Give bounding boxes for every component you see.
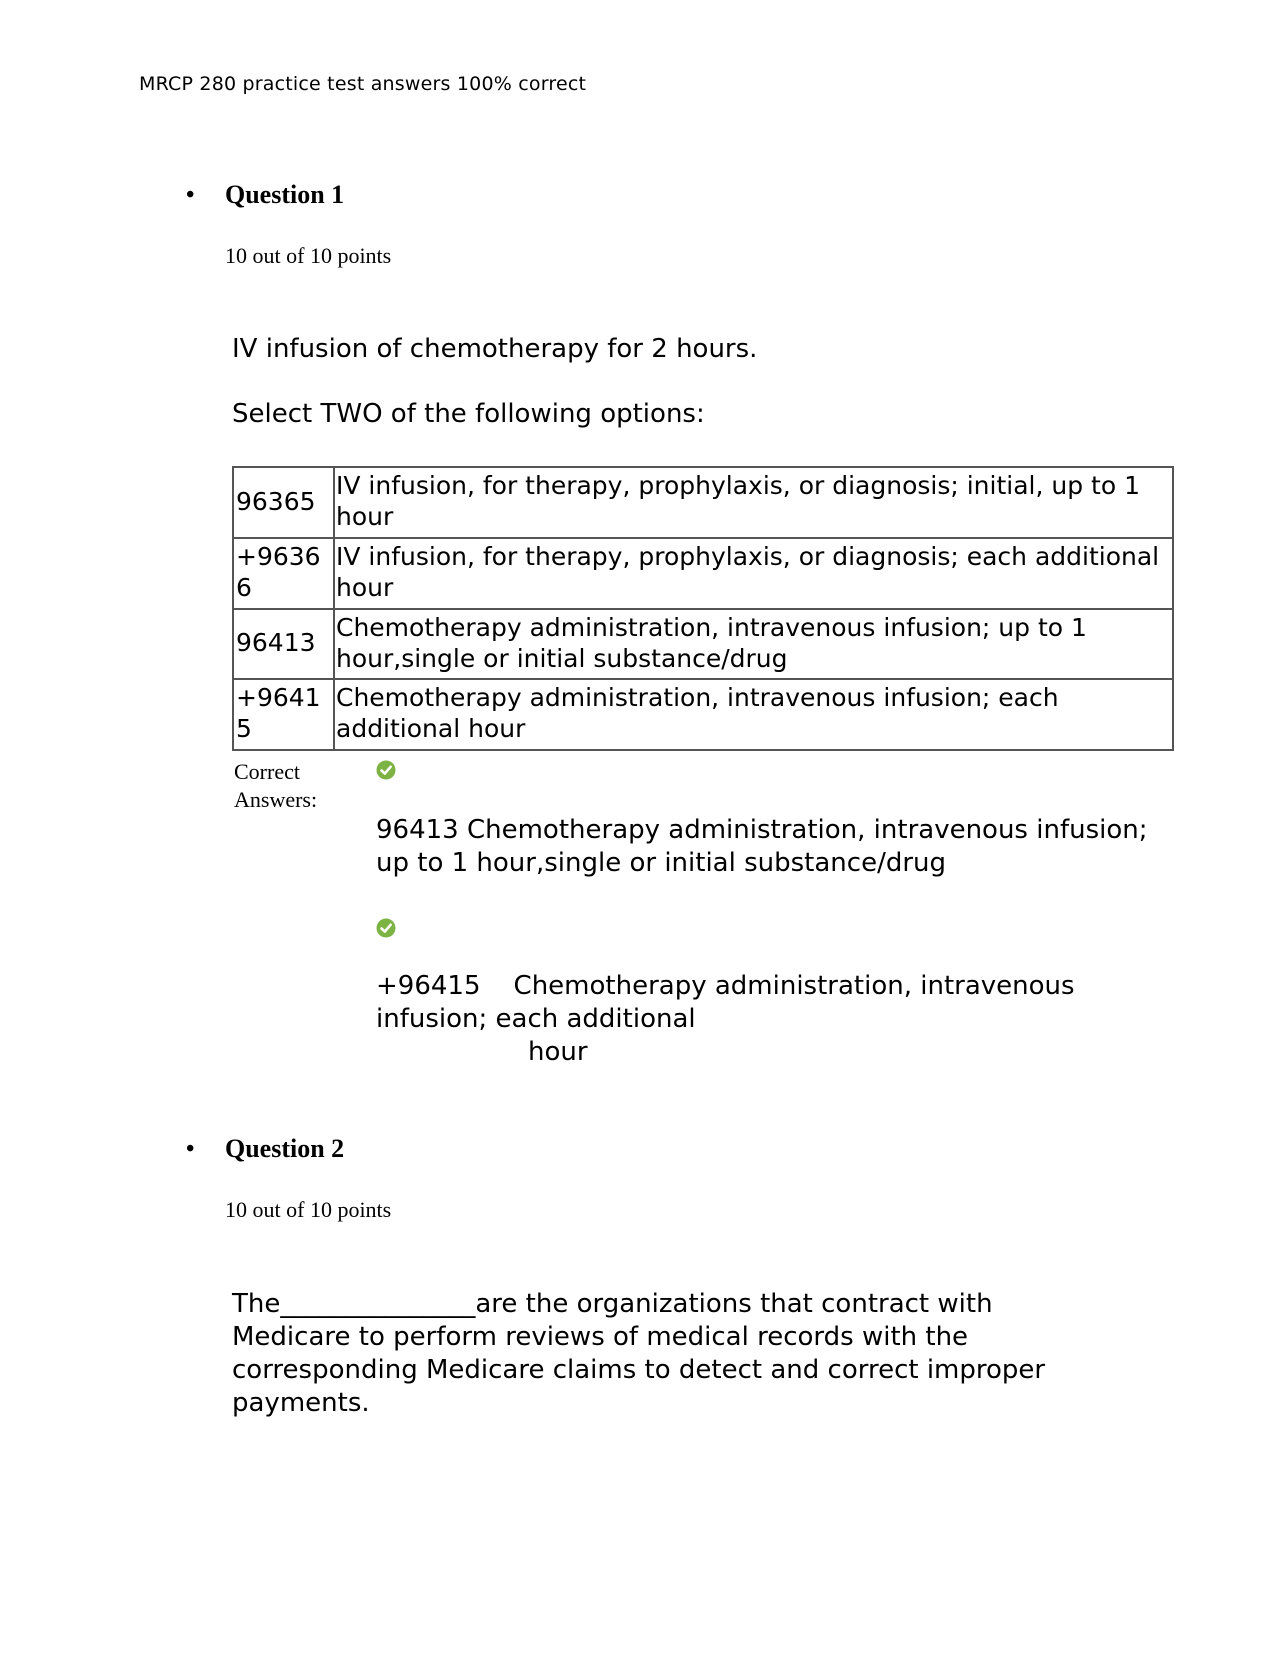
option-code: +96366 (233, 538, 334, 609)
option-row (233, 679, 1173, 750)
option-code: +96415 (233, 679, 334, 750)
bullet-marker: • (186, 182, 195, 208)
question-1-title: Question 1 (225, 180, 345, 209)
bullet-marker: • (186, 1136, 195, 1162)
question-1-prompt: IV infusion of chemotherapy for 2 hours. (232, 334, 758, 364)
option-description: IV infusion, for therapy, prophylaxis, or diagnosis; initial, up to 1 hour (334, 467, 1173, 538)
option-code: 96413 (233, 609, 334, 679)
option-row (233, 609, 1173, 679)
check-circle-icon (376, 918, 396, 938)
question-2-prompt: The_______________are the organizations that contract with Medicare to perform reviews of medical records with the corresponding Medicare claims to detect and correct improper payments. (232, 1289, 1046, 1418)
options-table (232, 466, 1174, 751)
correct-answer-2 (376, 970, 1166, 1069)
correct-answer-2-line2: hour (528, 1037, 588, 1067)
question-2-points: 10 out of 10 points (225, 1197, 392, 1222)
option-code: 96365 (233, 467, 334, 538)
document-header-title: MRCP 280 practice test answers 100% correct (139, 73, 587, 95)
correct-answers-label: Correct Answers: (234, 759, 318, 812)
correct-answer-2-line1: +96415 Chemotherapy administration, intravenous infusion; each additional (376, 971, 1083, 1034)
correct-answer-1: 96413 Chemotherapy administration, intravenous infusion; up to 1 hour,single or initial substance/drug (376, 815, 1148, 878)
option-description: Chemotherapy administration, intravenous infusion; up to 1 hour,single or initial substance/drug (334, 609, 1173, 679)
option-row (233, 538, 1173, 609)
check-circle-icon (376, 760, 396, 780)
option-row (233, 467, 1173, 538)
option-description: Chemotherapy administration, intravenous infusion; each additional hour (334, 679, 1173, 750)
question-2-title: Question 2 (225, 1134, 345, 1163)
question-1-instruction: Select TWO of the following options: (232, 399, 705, 429)
question-1-points: 10 out of 10 points (225, 243, 392, 268)
option-description: IV infusion, for therapy, prophylaxis, or diagnosis; each additional hour (334, 538, 1173, 609)
